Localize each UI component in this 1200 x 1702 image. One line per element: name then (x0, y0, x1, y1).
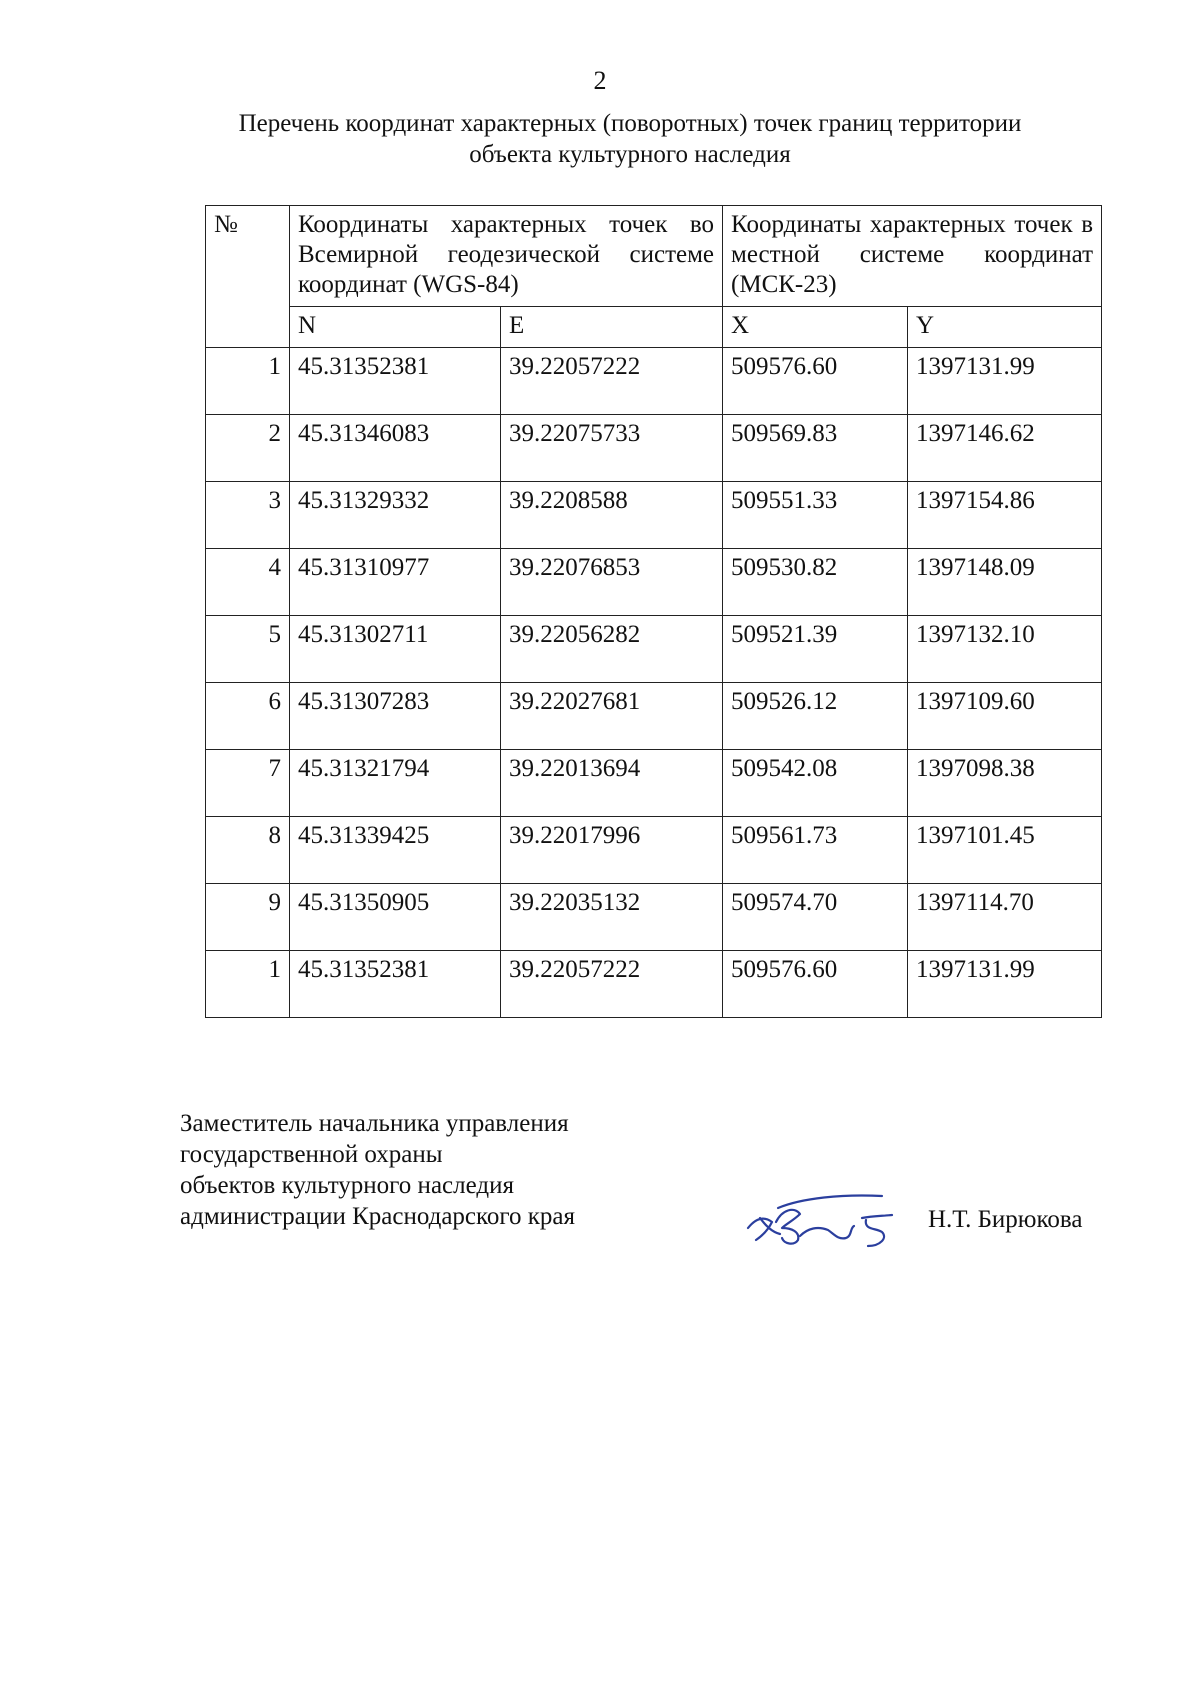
longitude-e-cell: 39.22075733 (501, 415, 723, 482)
latitude-n-cell: 45.31352381 (290, 951, 501, 1018)
latitude-n-cell: 45.31350905 (290, 884, 501, 951)
msk-x-cell: 509569.83 (723, 415, 908, 482)
latitude-n-cell: 45.31352381 (290, 348, 501, 415)
msk-y-cell: 1397132.10 (908, 616, 1102, 683)
signatory-line1: Заместитель начальника управления (180, 1110, 569, 1137)
point-number-cell: 9 (206, 884, 290, 951)
document-title-line1: Перечень координат характерных (поворотных) точек границ территории (238, 110, 1022, 137)
point-number-cell: 4 (206, 549, 290, 616)
signatory-line2: государственной охраны (180, 1141, 443, 1168)
msk-y-cell: 1397154.86 (908, 482, 1102, 549)
latitude-n-cell: 45.31321794 (290, 750, 501, 817)
table-row (206, 415, 1102, 482)
msk-y-cell: 1397131.99 (908, 348, 1102, 415)
header-x: X (723, 307, 908, 348)
page-number: 2 (593, 66, 607, 95)
coordinates-table (205, 205, 1102, 1018)
table-row (206, 482, 1102, 549)
point-number-cell: 7 (206, 750, 290, 817)
handwritten-signature (742, 1188, 907, 1258)
latitude-n-cell: 45.31339425 (290, 817, 501, 884)
signatory-position (180, 1108, 575, 1232)
latitude-n-cell: 45.31310977 (290, 549, 501, 616)
longitude-e-cell: 39.22076853 (501, 549, 723, 616)
signer-name: Н.Т. Бирюкова (928, 1206, 1083, 1233)
point-number-cell: 5 (206, 616, 290, 683)
longitude-e-cell: 39.22017996 (501, 817, 723, 884)
latitude-n-cell: 45.31302711 (290, 616, 501, 683)
header-msk23-group: Координаты характерных точек в местной системе координат (МСК-23) (723, 206, 1102, 307)
point-number-cell: 6 (206, 683, 290, 750)
msk-x-cell: 509576.60 (723, 348, 908, 415)
table-row (206, 549, 1102, 616)
table-row (206, 683, 1102, 750)
header-number: № (206, 206, 290, 348)
header-y: Y (908, 307, 1102, 348)
table-row (206, 616, 1102, 683)
table-row (206, 884, 1102, 951)
msk-x-cell: 509574.70 (723, 884, 908, 951)
table-subheader-row (206, 307, 1102, 348)
msk-y-cell: 1397109.60 (908, 683, 1102, 750)
msk-x-cell: 509526.12 (723, 683, 908, 750)
msk-x-cell: 509542.08 (723, 750, 908, 817)
msk-y-cell: 1397101.45 (908, 817, 1102, 884)
msk-x-cell: 509521.39 (723, 616, 908, 683)
longitude-e-cell: 39.22035132 (501, 884, 723, 951)
table-row (206, 348, 1102, 415)
longitude-e-cell: 39.22057222 (501, 348, 723, 415)
latitude-n-cell: 45.31346083 (290, 415, 501, 482)
latitude-n-cell: 45.31307283 (290, 683, 501, 750)
msk-x-cell: 509576.60 (723, 951, 908, 1018)
msk-y-cell: 1397148.09 (908, 549, 1102, 616)
msk-x-cell: 509551.33 (723, 482, 908, 549)
longitude-e-cell: 39.2208588 (501, 482, 723, 549)
latitude-n-cell: 45.31329332 (290, 482, 501, 549)
header-wgs84-group: Координаты характерных точек во Всемирной геодезической системе координат (WGS-84) (290, 206, 723, 307)
point-number-cell: 1 (206, 951, 290, 1018)
longitude-e-cell: 39.22057222 (501, 951, 723, 1018)
point-number-cell: 1 (206, 348, 290, 415)
table-header-row (206, 206, 1102, 307)
header-n: N (290, 307, 501, 348)
msk-y-cell: 1397114.70 (908, 884, 1102, 951)
point-number-cell: 3 (206, 482, 290, 549)
signatory-line4: администрации Краснодарского края (180, 1203, 576, 1230)
msk-y-cell: 1397146.62 (908, 415, 1102, 482)
table-row (206, 817, 1102, 884)
msk-x-cell: 509530.82 (723, 549, 908, 616)
msk-y-cell: 1397131.99 (908, 951, 1102, 1018)
longitude-e-cell: 39.22027681 (501, 683, 723, 750)
point-number-cell: 2 (206, 415, 290, 482)
header-e: E (501, 307, 723, 348)
document-title (150, 108, 1110, 170)
table-row (206, 750, 1102, 817)
msk-y-cell: 1397098.38 (908, 750, 1102, 817)
msk-x-cell: 509561.73 (723, 817, 908, 884)
signatory-line3: объектов культурного наследия (180, 1172, 514, 1199)
longitude-e-cell: 39.22056282 (501, 616, 723, 683)
table-row (206, 951, 1102, 1018)
document-title-line2: объекта культурного наследия (469, 141, 791, 168)
point-number-cell: 8 (206, 817, 290, 884)
longitude-e-cell: 39.22013694 (501, 750, 723, 817)
